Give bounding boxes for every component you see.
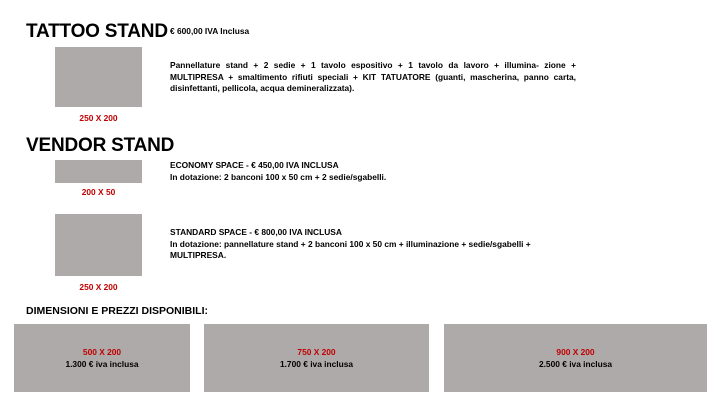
tattoo-stand-description: Pannellature stand + 2 sedie + 1 tavolo espositivo + 1 tavolo da lavoro + illumina- zione + MULTIPRESA + smaltimento rifiuti speciali + KIT TATUATORE (guanti, mascherina, panno carta, disinfettanti, pellicola, acqua demineralizzata). — [170, 60, 576, 93]
tattoo-stand-title: TATTOO STAND — [26, 21, 168, 42]
size-option-500x200 — [14, 324, 190, 392]
economy-space-heading: ECONOMY SPACE - € 450,00 IVA INCLUSA — [170, 160, 339, 170]
economy-space-details: In dotazione: 2 banconi 100 x 50 cm + 2 sedie/sgabelli. — [170, 171, 387, 182]
vendor-stand-title: VENDOR STAND — [26, 135, 175, 156]
economy-space-size: 200 X 50 — [81, 187, 116, 197]
size-option-price: 1.300 € iva inclusa — [65, 359, 139, 369]
tattoo-stand-price: € 600,00 IVA Inclusa — [170, 26, 250, 36]
standard-space-info — [170, 227, 572, 262]
standard-space-size: 250 X 200 — [79, 282, 118, 292]
size-option-750x200 — [204, 324, 429, 392]
size-option-dimension: 900 X 200 — [556, 347, 595, 357]
tattoo-stand-image-placeholder — [55, 47, 142, 107]
economy-space-image-placeholder — [55, 160, 142, 183]
economy-space-info — [170, 160, 580, 183]
standard-space-heading: STANDARD SPACE - € 800,00 IVA INCLUSA — [170, 227, 342, 237]
size-option-900x200 — [444, 324, 707, 392]
standard-space-image-placeholder — [55, 214, 142, 276]
size-option-price: 1.700 € iva inclusa — [279, 359, 354, 369]
tattoo-stand-size: 250 X 200 — [79, 113, 118, 123]
size-option-dimension: 750 X 200 — [297, 347, 336, 357]
size-option-price: 2.500 € iva inclusa — [538, 359, 613, 369]
standard-space-details: In dotazione: pannellature stand + 2 banconi 100 x 50 cm + illuminazione + sedie/sgabelli + MULTIPRESA. — [170, 238, 531, 260]
size-option-dimension: 500 X 200 — [82, 347, 122, 357]
available-sizes-heading: DIMENSIONI E PREZZI DISPONIBILI: — [26, 305, 209, 317]
